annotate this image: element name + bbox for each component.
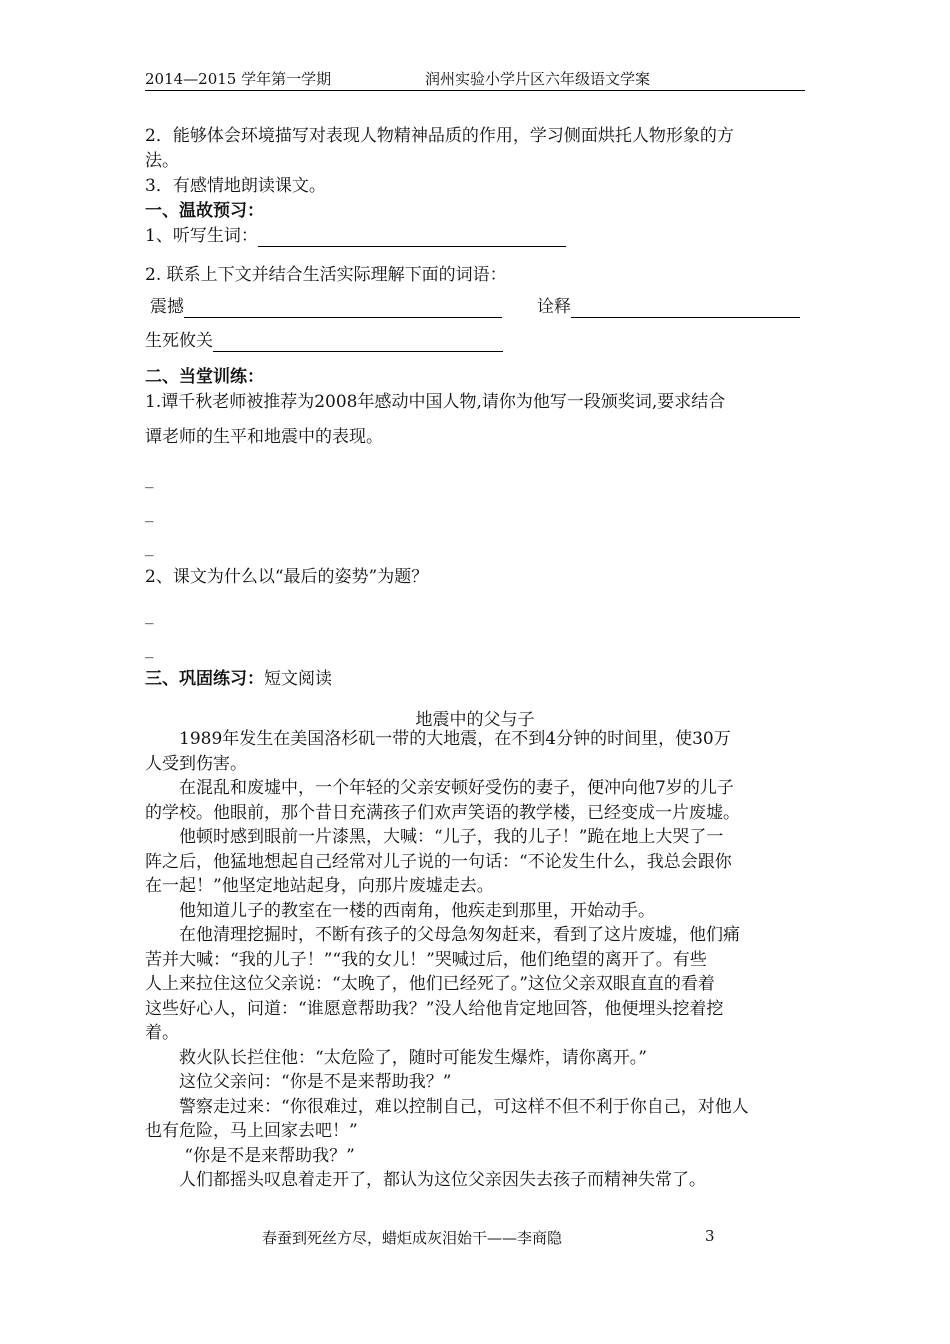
page-number: 3 (705, 1227, 715, 1245)
story-line: 也有危险，马上回家去吧！” (145, 1121, 358, 1141)
story-line: 救火队长拦住他：“太危险了，随时可能发生爆炸，请你离开。” (145, 1047, 647, 1068)
story-line: 他顿时感到眼前一片漆黑，大喊：“儿子，我的儿子！”跪在地上大哭了一 (145, 827, 724, 847)
story-line: 这些好心人，问道：“谁愿意帮助我？”没人给他肯定地回答，他便埋头挖着挖 (145, 998, 724, 1019)
term-zhenhan (150, 296, 502, 318)
term-quanshi-label: 诠释 (537, 297, 571, 317)
dictation-label: 1、听写生词： (145, 226, 258, 246)
answer-line-2[interactable]: _ (145, 503, 154, 523)
story-line: 人上来拉住这位父亲说：“太晚了，他们已经死了。”这位父亲双眼直直的看着 (145, 974, 715, 994)
section3-heading-tail: 短文阅读 (264, 669, 332, 689)
story-line: 在混乱和废墟中，一个年轻的父亲安顿好受伤的妻子，便冲向他7岁的儿子 (145, 778, 734, 798)
term-quanshi-blank[interactable] (571, 299, 800, 318)
footer-quote: 春蚕到死丝方尽，蜡炬成灰泪始干——李商隐 (262, 1229, 563, 1247)
story-line: 人们都摇头叹息着走开了，都认为这位父亲因失去孩子而精神失常了。 (145, 1170, 706, 1190)
page-header (145, 68, 805, 91)
term-quanshi (537, 296, 800, 318)
dictation-question (145, 225, 566, 247)
story-body (145, 727, 749, 1193)
objective-2-line1: 2．能够体会环境描写对表现人物精神品质的作用，学习侧面烘托人物形象的方 (145, 126, 734, 146)
section2-q1-line2: 谭老师的生平和地震中的表现。 (145, 427, 383, 447)
story-line: 在他清理挖掘时，不断有孩子的父母急匆匆赶来，看到了这片废墟，他们痛 (145, 925, 740, 945)
story-line: 苦并大喊：“我的儿子！”“我的女儿！”哭喊过后，他们绝望的离开了。有些 (145, 949, 707, 970)
story-line: 警察走过来：“你很难过，难以控制自己，可这样不但不利于你自己，对他人 (145, 1096, 749, 1117)
vocab-question: 2. 联系上下文并结合生活实际理解下面的词语： (145, 265, 507, 285)
term-shengsi-blank[interactable] (213, 333, 503, 352)
semester-label: 2014—2015 学年第一学期 (145, 70, 332, 88)
section3-heading (145, 668, 332, 690)
section3-heading-label: 三、巩固练习： (145, 669, 264, 689)
story-line: 着。 (145, 1023, 179, 1043)
answer-line-5[interactable]: _ (145, 639, 154, 659)
story-line: 1989年发生在美国洛杉矶一带的大地震，在不到4分钟的时间里，使30万 (145, 729, 731, 749)
section1-heading: 一、温故预习： (145, 201, 264, 221)
story-title: 地震中的父与子 (415, 710, 535, 730)
answer-line-4[interactable]: _ (145, 605, 154, 625)
story-line: 阵之后，他猛地想起自己经常对儿子说的一句话：“不论发生什么，我总会跟你 (145, 851, 732, 872)
story-line: 这位父亲问：“你是不是来帮助我？” (145, 1072, 452, 1092)
objective-3: 3．有感情地朗读课文。 (145, 176, 326, 196)
section2-q2: 2、课文为什么以“最后的姿势”为题？ (145, 567, 429, 587)
story-line: “你是不是来帮助我？” (145, 1145, 355, 1166)
story-line: 在一起！”他坚定地站起身，向那片废墟走去。 (145, 876, 494, 896)
dictation-answer-blank[interactable] (258, 228, 566, 247)
answer-line-1[interactable]: _ (145, 469, 154, 489)
school-title: 润州实验小学片区六年级语文学案 (425, 70, 651, 88)
answer-line-3[interactable]: _ (145, 537, 154, 557)
term-shengsi-label: 生死攸关 (145, 331, 213, 351)
story-line: 他知道儿子的教室在一楼的西南角，他疾走到那里，开始动手。 (145, 900, 655, 921)
term-zhenhan-label: 震撼 (150, 297, 184, 317)
objective-2-line2: 法。 (145, 151, 179, 171)
section2-q1-line1: 1.谭千秋老师被推荐为2008年感动中国人物,请你为他写一段颁奖词,要求结合 (145, 392, 726, 412)
term-shengsi (145, 330, 503, 352)
section2-heading: 二、当堂训练： (145, 367, 264, 387)
story-line: 人受到伤害。 (145, 753, 247, 774)
term-zhenhan-blank[interactable] (184, 299, 502, 318)
story-line: 的学校。他眼前，那个昔日充满孩子们欢声笑语的教学楼，已经变成一片废墟。 (145, 802, 740, 823)
